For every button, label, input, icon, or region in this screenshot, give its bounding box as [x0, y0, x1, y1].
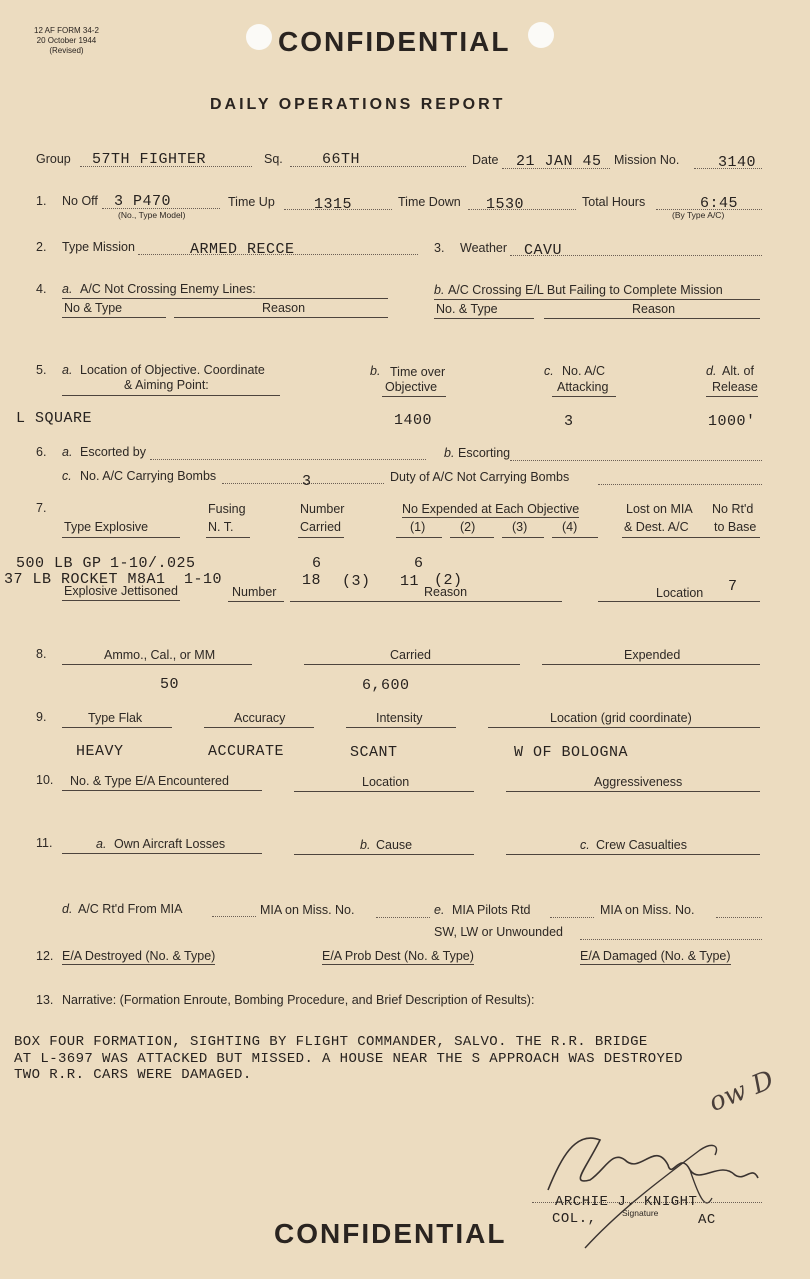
total-hours-value: 6:45	[700, 195, 739, 212]
escorted-by-label: Escorted by	[80, 445, 147, 459]
ea-damaged-label: E/A Damaged (No. & Type)	[580, 949, 731, 963]
ea-location-label: Location	[362, 775, 410, 789]
s5-c-label2: Attacking	[557, 380, 609, 394]
s9-num: 9.	[36, 710, 47, 724]
form-id-block	[34, 26, 99, 56]
row1-carried: 6	[312, 555, 322, 572]
group-value: 57TH FIGHTER	[92, 151, 207, 168]
s4-b-col2: Reason	[632, 302, 676, 316]
ammo-carried-value: 6,600	[362, 677, 410, 694]
type-mission-value: ARMED RECCE	[190, 241, 295, 258]
narrative-label: Narrative: (Formation Enroute, Bombing Procedure, and Brief Description of Results):	[62, 993, 535, 1007]
obj-col-3: (3)	[512, 520, 528, 534]
s11-e-prefix: e.	[434, 903, 445, 917]
obj-col-4: (4)	[562, 520, 578, 534]
sq-value: 66TH	[322, 151, 361, 168]
s4-b-label: A/C Crossing E/L But Failing to Complete Mission	[448, 283, 723, 297]
s5-a-label1: Location of Objective. Coordinate	[80, 363, 265, 377]
s4-a-col2: Reason	[262, 301, 306, 315]
fusing-nt-header: N. T.	[208, 520, 234, 534]
ea-encountered-label: No. & Type E/A Encountered	[70, 774, 229, 788]
form-title: DAILY OPERATIONS REPORT	[210, 96, 506, 113]
s5-d-label1: Alt. of	[722, 364, 754, 378]
s6-num: 6.	[36, 445, 47, 459]
to-base-header: to Base	[714, 520, 757, 534]
duty-label: Duty of A/C Not Carrying Bombs	[390, 470, 570, 484]
s4-a-prefix: a.	[62, 282, 73, 296]
date-value: 21 JAN 45	[516, 153, 602, 170]
flak-location-label: Location (grid coordinate)	[550, 711, 692, 725]
mission-value: 3140	[718, 154, 757, 171]
jettisoned-location-value: 7	[728, 578, 738, 595]
classification-bottom: CONFIDENTIAL	[274, 1218, 507, 1249]
form-revised: (Revised)	[49, 46, 84, 55]
jettisoned-number: Number	[232, 585, 277, 599]
ea-destroyed-label: E/A Destroyed (No. & Type)	[62, 949, 216, 963]
date-label: Date	[472, 153, 499, 167]
signatory-name: ARCHIE J. KNIGHT	[555, 1194, 698, 1210]
own-losses-label: Own Aircraft Losses	[114, 837, 226, 851]
mia-miss2-label: MIA on Miss. No.	[600, 903, 695, 917]
fusing-header: Fusing	[208, 502, 246, 516]
ammo-expended-label: Expended	[624, 648, 681, 662]
total-hours-sub: (By Type A/C)	[672, 210, 725, 220]
number-header: Number	[300, 502, 345, 516]
type-mission-label: Type Mission	[62, 240, 135, 254]
s6-a-prefix: a.	[62, 445, 73, 459]
ea-aggressiveness-label: Aggressiveness	[594, 775, 683, 789]
punch-hole-left	[246, 24, 272, 50]
no-rtd-header: No Rt'd	[712, 502, 754, 516]
sq-label: Sq.	[264, 152, 283, 166]
punch-hole-right	[528, 22, 554, 48]
s10-num: 10.	[36, 773, 54, 787]
s4-a-label: A/C Not Crossing Enemy Lines:	[80, 282, 256, 296]
flak-type-value: HEAVY	[76, 743, 124, 760]
row2-carried-sub: (3)	[342, 573, 371, 590]
narrative-line-2: AT L-3697 WAS ATTACKED BUT MISSED. A HOUSE NEAR THE S APPROACH WAS DESTROYED	[14, 1050, 683, 1067]
mia-miss-label: MIA on Miss. No.	[260, 903, 355, 917]
obj-col-2: (2)	[460, 520, 476, 534]
narrative-line-3: TWO R.R. CARS WERE DAMAGED.	[14, 1067, 252, 1083]
handwritten-annotation: ow D	[704, 1065, 779, 1118]
jettisoned-reason: Reason	[424, 585, 468, 599]
weather-label: Weather	[460, 241, 508, 255]
s11-b-prefix: b.	[360, 838, 371, 852]
row1-type: 500 LB GP	[16, 555, 102, 572]
s5-a-prefix: a.	[62, 363, 73, 377]
row1-expended: 6	[414, 555, 424, 572]
time-over-objective: 1400	[394, 412, 433, 429]
jettisoned-location: Location	[656, 586, 704, 600]
s5-a-label2: & Aiming Point:	[124, 378, 209, 392]
altitude-release: 1000'	[708, 413, 756, 430]
s5-d-prefix: d.	[706, 364, 717, 378]
carried-header: Carried	[300, 520, 341, 534]
s4-num: 4.	[36, 282, 47, 296]
carrying-bombs-value: 3	[302, 473, 312, 490]
signatory-rank: COL.,	[552, 1211, 597, 1227]
s5-d-label2: Release	[712, 380, 758, 394]
flak-location-value: W OF BOLOGNA	[514, 744, 629, 761]
crew-casualties-label: Crew Casualties	[596, 838, 688, 852]
ammo-carried-label: Carried	[390, 648, 431, 662]
s4-a-col1: No & Type	[64, 301, 123, 315]
s5-num: 5.	[36, 363, 47, 377]
s11-c-prefix: c.	[580, 838, 590, 852]
mission-label: Mission No.	[614, 153, 680, 167]
carrying-bombs-label: No. A/C Carrying Bombs	[80, 469, 217, 483]
total-hours-label: Total Hours	[582, 195, 646, 209]
type-explosive-header: Type Explosive	[64, 520, 149, 534]
s11-num: 11.	[36, 836, 53, 850]
ea-prob-label: E/A Prob Dest (No. & Type)	[322, 949, 474, 963]
obj-col-1: (1)	[410, 520, 426, 534]
time-up-label: Time Up	[228, 195, 275, 209]
time-down-value: 1530	[486, 196, 525, 213]
row1-fusing: 1-10/.025	[110, 555, 196, 572]
s5-b-label2: Objective	[385, 380, 438, 394]
s5-c-prefix: c.	[544, 364, 554, 378]
s11-d-prefix: d.	[62, 902, 73, 916]
cause-label: Cause	[376, 838, 413, 852]
s2-num: 2.	[36, 240, 47, 254]
s8-num: 8.	[36, 647, 47, 661]
s7-num: 7.	[36, 501, 47, 515]
row2-carried: 18	[302, 572, 322, 589]
s4-b-col1: No. & Type	[436, 302, 498, 316]
narrative-text	[14, 1034, 683, 1084]
sw-lw-label: SW, LW or Unwounded	[434, 925, 563, 939]
flak-intensity-value: SCANT	[350, 744, 398, 761]
row2-type: 37 LB ROCKET M8A1	[4, 571, 166, 588]
s5-c-label1: No. A/C	[562, 364, 606, 378]
s6-b-prefix: b.	[444, 446, 455, 460]
signatory-branch: AC	[698, 1212, 716, 1228]
s6-c-prefix: c.	[62, 469, 72, 483]
signature-label: Signature	[622, 1208, 659, 1218]
time-up-value: 1315	[314, 196, 353, 213]
objective-location: L SQUARE	[16, 410, 93, 427]
row2-fusing: 1-10	[184, 571, 223, 588]
ammo-value: 50	[160, 676, 180, 693]
s13-num: 13.	[36, 993, 54, 1007]
flak-accuracy-label: Accuracy	[234, 711, 286, 725]
row2-expended-sub: (2)	[434, 572, 463, 589]
no-off-value: 3 P470	[114, 193, 172, 210]
s1-num: 1.	[36, 194, 47, 208]
flak-type-label: Type Flak	[88, 711, 143, 725]
escorting-label: Escorting	[458, 446, 511, 460]
dest-ac-header: & Dest. A/C	[624, 520, 689, 534]
form-id: 12 AF FORM 34-2	[34, 26, 99, 35]
ac-attacking: 3	[564, 413, 574, 430]
weather-value: CAVU	[524, 242, 563, 259]
no-off-label: No Off	[62, 194, 98, 208]
form-date: 20 October 1944	[36, 36, 97, 45]
s11-a-prefix: a.	[96, 837, 107, 851]
time-down-label: Time Down	[398, 195, 461, 209]
ac-rtd-mia-label: A/C Rt'd From MIA	[78, 902, 183, 916]
flak-intensity-label: Intensity	[376, 711, 423, 725]
no-off-sub: (No., Type Model)	[118, 210, 186, 220]
lost-mia-header: Lost on MIA	[626, 502, 693, 516]
ammo-label: Ammo., Cal., or MM	[104, 648, 216, 662]
flak-accuracy-value: ACCURATE	[208, 743, 285, 760]
s4-b-prefix: b.	[434, 283, 445, 297]
s5-b-label1: Time over	[390, 365, 446, 379]
row2-expended: 11	[400, 573, 420, 590]
mia-pilots-label: MIA Pilots Rtd	[452, 903, 531, 917]
narrative-line-1: BOX FOUR FORMATION, SIGHTING BY FLIGHT COMMANDER, SALVO. THE R.R. BRIDGE	[14, 1034, 648, 1050]
jettisoned-label: Explosive Jettisoned	[64, 584, 178, 598]
s12-num: 12.	[36, 949, 54, 963]
no-expended-header: No Expended at Each Objective	[402, 502, 580, 516]
s5-b-prefix: b.	[370, 364, 381, 378]
group-label: Group	[36, 152, 71, 166]
classification-top: CONFIDENTIAL	[278, 26, 511, 57]
s3-num: 3.	[434, 241, 445, 255]
